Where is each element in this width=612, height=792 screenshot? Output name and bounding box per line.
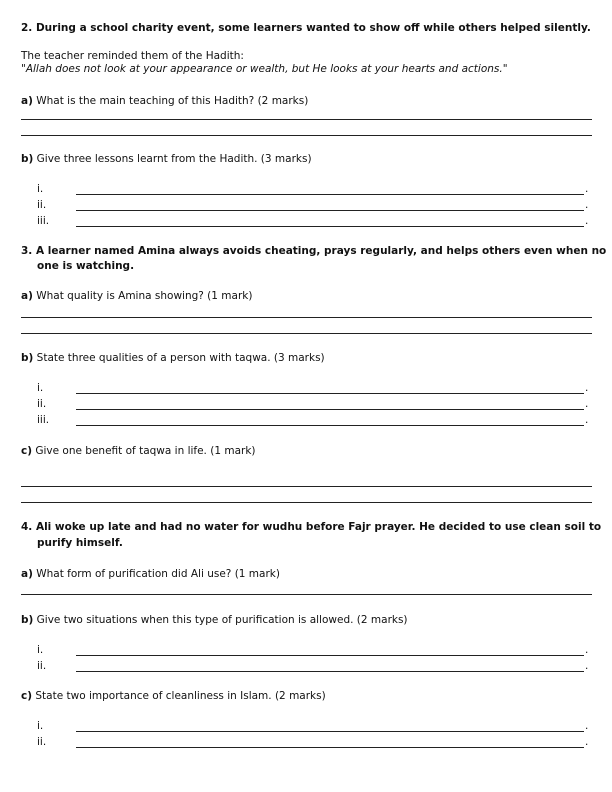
line-end: . xyxy=(585,660,589,672)
question-2-intro: The teacher reminded them of the Hadith: xyxy=(21,50,244,62)
question-4c-text: State two importance of cleanliness in Islam. (2 marks) xyxy=(32,690,326,702)
question-2a-label: a) xyxy=(21,95,33,107)
answer-line xyxy=(76,747,584,748)
question-4a-text: What form of purification did Ali use? (1 mark) xyxy=(32,568,280,580)
question-3-heading: 3. A learner named Amina always avoids cheating, prays regularly, and helps others even when no xyxy=(21,245,607,257)
answer-line xyxy=(76,210,584,211)
answer-line xyxy=(21,135,592,136)
question-2-heading: 2. During a school charity event, some learners wanted to show off while others helped silently. xyxy=(21,22,591,34)
question-3a xyxy=(21,290,252,302)
line-end: . xyxy=(585,398,589,410)
question-3c-text: Give one benefit of taqwa in life. (1 mark) xyxy=(32,445,256,457)
answer-line xyxy=(76,655,584,656)
question-2a xyxy=(21,95,308,107)
answer-line xyxy=(76,425,584,426)
question-3-heading-cont: one is watching. xyxy=(37,260,135,272)
answer-line xyxy=(21,486,592,487)
line-end: . xyxy=(585,414,589,426)
answer-line xyxy=(76,194,584,195)
item-numeral: iii. xyxy=(37,215,50,227)
answer-line xyxy=(21,119,592,120)
answer-line xyxy=(76,393,584,394)
line-end: . xyxy=(585,183,589,195)
question-3b-label: b) xyxy=(21,352,34,364)
question-4-heading-cont: purify himself. xyxy=(37,537,123,549)
answer-line xyxy=(76,671,584,672)
question-3b xyxy=(21,352,325,364)
answer-line xyxy=(76,409,584,410)
question-4-heading: 4. Ali woke up late and had no water for wudhu before Fajr prayer. He decided to use clean soil to xyxy=(21,521,602,533)
question-2b xyxy=(21,153,312,165)
answer-line xyxy=(21,317,592,318)
question-4b xyxy=(21,614,408,626)
answer-line xyxy=(21,594,592,595)
question-2b-label: b) xyxy=(21,153,34,165)
question-4a-label: a) xyxy=(21,568,33,580)
answer-line xyxy=(21,502,592,503)
question-4c xyxy=(21,690,326,702)
question-4b-text: Give two situations when this type of purification is allowed. (2 marks) xyxy=(33,614,408,626)
item-numeral: i. xyxy=(37,644,44,656)
line-end: . xyxy=(585,215,589,227)
item-numeral: iii. xyxy=(37,414,50,426)
question-3c-label: c) xyxy=(21,445,33,457)
line-end: . xyxy=(585,736,589,748)
question-4a xyxy=(21,568,280,580)
question-4b-label: b) xyxy=(21,614,34,626)
item-numeral: ii. xyxy=(37,736,47,748)
line-end: . xyxy=(585,720,589,732)
question-3b-text: State three qualities of a person with taqwa. (3 marks) xyxy=(33,352,325,364)
answer-line xyxy=(76,731,584,732)
item-numeral: i. xyxy=(37,183,44,195)
item-numeral: i. xyxy=(37,382,44,394)
question-2b-text: Give three lessons learnt from the Hadith. (3 marks) xyxy=(33,153,312,165)
item-numeral: i. xyxy=(37,720,44,732)
line-end: . xyxy=(585,382,589,394)
question-4c-label: c) xyxy=(21,690,33,702)
answer-line xyxy=(76,226,584,227)
line-end: . xyxy=(585,199,589,211)
line-end: . xyxy=(585,644,589,656)
item-numeral: ii. xyxy=(37,398,47,410)
question-3c xyxy=(21,445,256,457)
hadith-quote: "Allah does not look at your appearance or wealth, but He looks at your hearts and actions." xyxy=(21,63,508,75)
answer-line xyxy=(21,333,592,334)
question-2a-text: What is the main teaching of this Hadith? (2 marks) xyxy=(32,95,309,107)
question-3a-label: a) xyxy=(21,290,33,302)
item-numeral: ii. xyxy=(37,660,47,672)
item-numeral: ii. xyxy=(37,199,47,211)
question-3a-text: What quality is Amina showing? (1 mark) xyxy=(32,290,253,302)
